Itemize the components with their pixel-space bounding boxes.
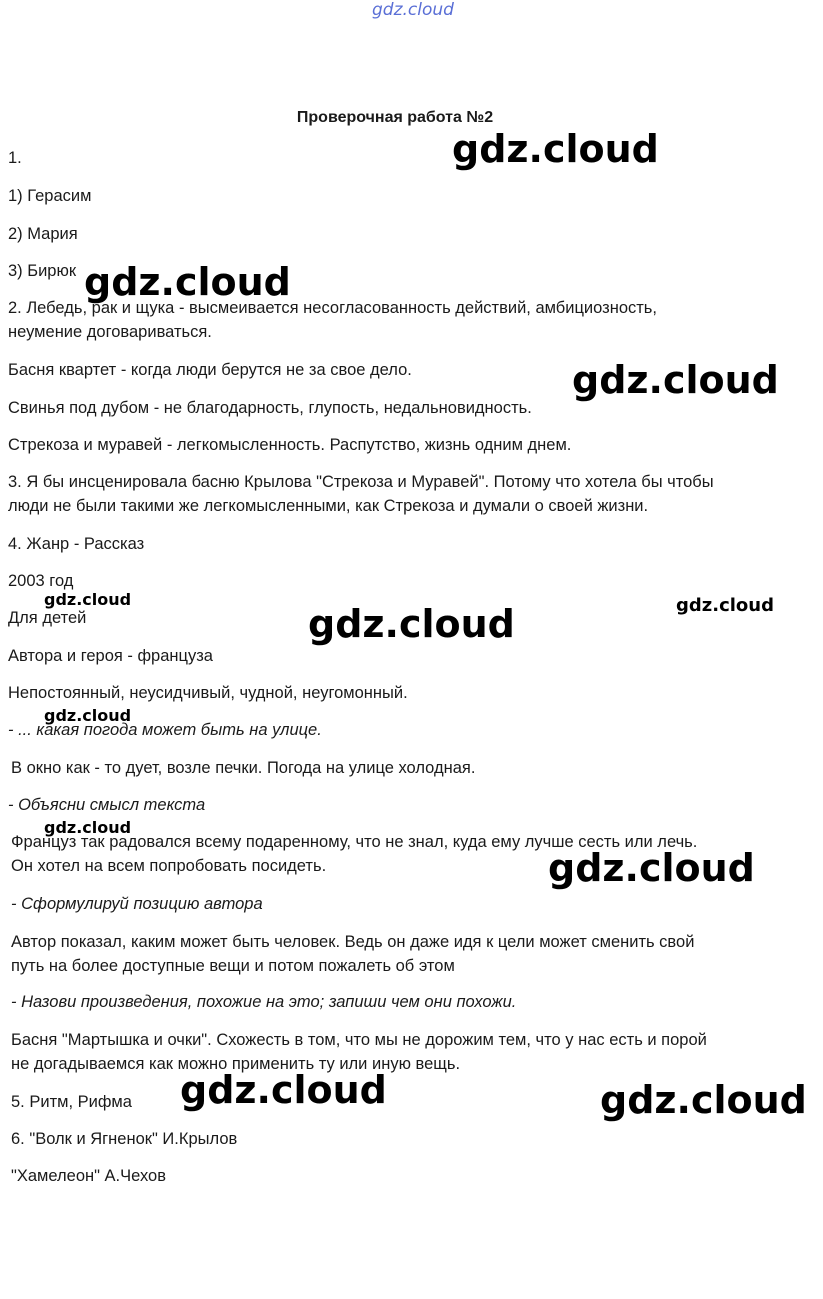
text-line: Он хотел на всем попробовать посидеть. (11, 857, 327, 875)
text-line: Басня "Мартышка и очки". Схожесть в том, что мы не дорожим тем, что у нас есть и порой (11, 1031, 707, 1049)
text-line: 2. Лебедь, рак и щука - высмеивается несогласованность действий, амбициозность, (8, 299, 657, 317)
watermark: gdz.cloud (600, 1078, 807, 1122)
text-line: - Сформулируй позицию автора (11, 895, 263, 913)
watermark: gdz.cloud (44, 818, 132, 837)
text-line: неумение договариваться. (8, 323, 212, 341)
text-line: Басня квартет - когда люди берутся не за свое дело. (8, 361, 412, 379)
watermark: gdz.cloud (44, 590, 132, 609)
text-line: Свинья под дубом - не благодарность, глупость, недальновидность. (8, 399, 532, 417)
text-line: - ... какая погода может быть на улице. (8, 721, 322, 739)
watermark: gdz.cloud (452, 127, 659, 171)
text-line: 3) Бирюк (8, 262, 77, 280)
watermark: gdz.cloud (180, 1068, 387, 1112)
watermark: gdz.cloud (84, 260, 291, 304)
text-line: 4. Жанр - Рассказ (8, 535, 145, 553)
text-line: Автор показал, каким может быть человек. Ведь он даже идя к цели может сменить свой (11, 933, 695, 951)
page-title: Проверочная работа №2 (296, 109, 494, 126)
header-watermark: gdz.cloud (372, 0, 454, 20)
text-line: Автора и героя - француза (8, 647, 213, 665)
text-line: 3. Я бы инсценировала басню Крылова "Стрекоза и Муравей". Потому что хотела бы чтобы (8, 473, 714, 491)
text-line: 5. Ритм, Рифма (11, 1093, 132, 1111)
text-line: В окно как - то дует, возле печки. Погода на улице холодная. (11, 759, 476, 777)
watermark: gdz.cloud (572, 358, 779, 402)
text-line: Непостоянный, неусидчивый, чудной, неугомонный. (8, 684, 408, 702)
text-line: 1. (8, 149, 22, 167)
watermark: gdz.cloud (308, 602, 515, 646)
text-line: люди не были такими же легкомысленными, как Стрекоза и думали о своей жизни. (8, 497, 649, 515)
text-line: не догадываемся как можно применить ту или иную вещь. (11, 1055, 461, 1073)
text-line: 1) Герасим (8, 187, 92, 205)
text-line: - Назови произведения, похожие на это; запиши чем они похожи. (11, 993, 517, 1011)
watermark: gdz.cloud (676, 595, 774, 616)
text-line: Для детей (8, 609, 87, 627)
text-line: путь на более доступные вещи и потом пожалеть об этом (11, 957, 455, 975)
watermark: gdz.cloud (548, 846, 755, 890)
text-line: 2) Мария (8, 225, 78, 243)
watermark: gdz.cloud (44, 706, 132, 725)
text-line: 6. "Волк и Ягненок" И.Крылов (11, 1130, 238, 1148)
text-line: - Объясни смысл текста (8, 796, 206, 814)
text-line: "Хамелеон" А.Чехов (11, 1167, 166, 1185)
text-line: Стрекоза и муравей - легкомысленность. Распутство, жизнь одним днем. (8, 436, 572, 454)
text-line: Француз так радовался всему подаренному, что не знал, куда ему лучше сесть или лечь. (11, 833, 698, 851)
text-line: 2003 год (8, 572, 74, 590)
